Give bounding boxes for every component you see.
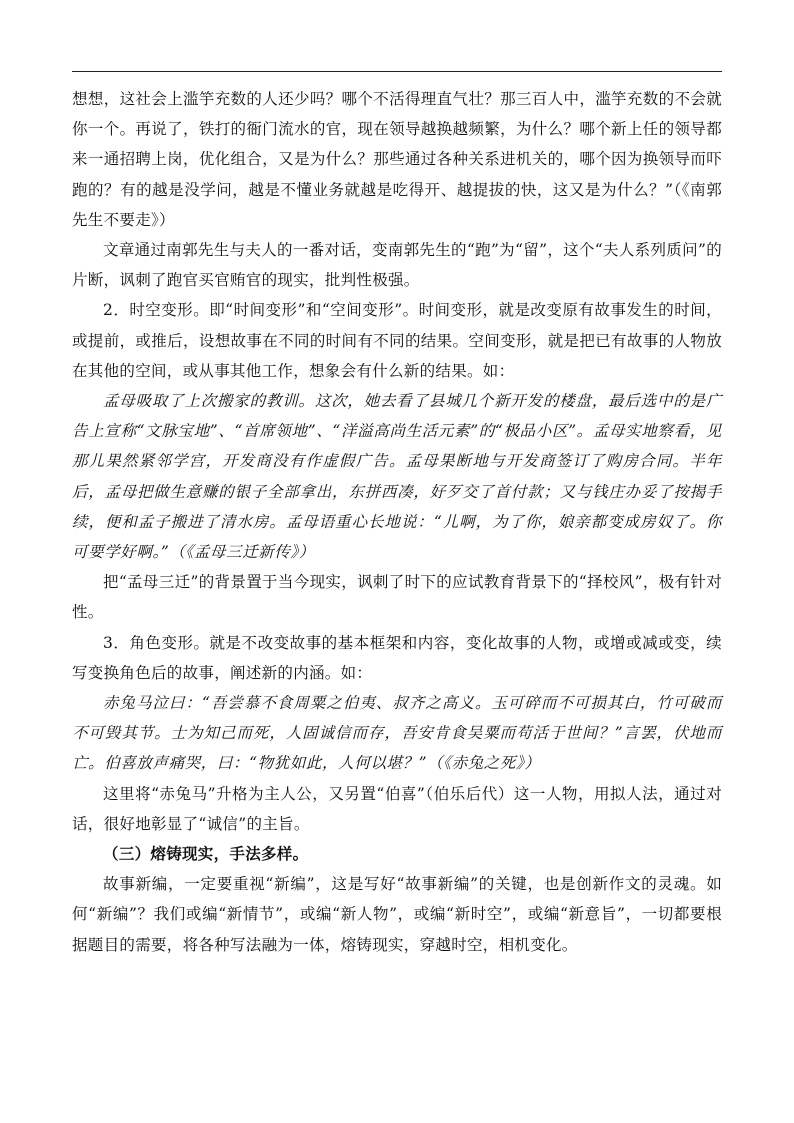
section-heading-3: （三）熔铸现实，手法多样。 — [103, 844, 309, 864]
paragraph-chitu-excerpt: 赤兔马泣曰：“吾尝慕不食周粟之伯夷、叔齐之高义。玉可碎而不可损其白，竹可破而不可毁其节。士为知己而死，人固诚信而存，吾安肯食吴粟而苟活于世间？”言罢，伏地而亡。伯喜放声痛哭，曰：“物犹如此，人何以堪？”（《赤兔之死》） — [72, 694, 722, 773]
paragraph-nanguo-analysis: 文章通过南郭先生与夫人的一番对话，变南郭先生的“跑”为“留”，这个“夫人系列质问”的片断，讽刺了跑官买官贿官的现实，批判性极强。 — [72, 241, 722, 290]
paragraph-role-deformation: 3．角色变形。就是不改变故事的基本框架和内容，变化故事的人物，或增或减或变，续写变换角色后的故事，阐述新的内涵。如： — [72, 633, 722, 682]
document-body — [72, 84, 722, 960]
header-rule — [72, 71, 722, 72]
paragraph-nanguo-quote-end: 想想，这社会上滥竽充数的人还少吗？哪个不活得理直气壮？那三百人中，滥竽充数的不会就你一个。再说了，铁打的衙门流水的官，现在领导越换越频繁，为什么？哪个新上任的领导都来一通招聘上岗，优化组合，又是为什么？那些通过各种关系进机关的，哪个因为换领导而吓跑的？有的越是没学问，越是不懂业务就越是吃得开、越提拔的快，这又是为什么？”（《南郭先生不要走》） — [72, 90, 722, 229]
paragraph-new-story-writing: 故事新编，一定要重视“新编”，这是写好“故事新编”的关键，也是创新作文的灵魂。如何“新编”？我们或编“新情节”，或编“新人物”，或编“新时空”，或编“新意旨”，一切都要根据题目的需要，将各种写法融为一体，熔铸现实，穿越时空，相机变化。 — [72, 875, 722, 954]
paragraph-chitu-analysis: 这里将“赤兔马”升格为主人公，又另置“伯喜”（伯乐后代）这一人物，用拟人法，通过对话，很好地彰显了“诚信”的主旨。 — [72, 784, 722, 833]
paragraph-time-space-deformation: 2．时空变形。即“时间变形”和“空间变形”。时间变形，就是改变原有故事发生的时间，或提前，或推后，设想故事在不同的时间有不同的结果。空间变形，就是把已有故事的人物放在其他的空间，或从事其他工作，想象会有什么新的结果。如： — [72, 301, 722, 380]
paragraph-mengmu-analysis: 把“孟母三迁”的背景置于当今现实，讽刺了时下的应试教育背景下的“择校风”，极有针对性。 — [72, 573, 722, 622]
paragraph-mengmu-excerpt: 孟母吸取了上次搬家的教训。这次，她去看了县城几个新开发的楼盘，最后选中的是广告上宣称“文脉宝地”、“首席领地”、“洋溢高尚生活元素”的“极品小区”。孟母实地察看，见那儿果然紧邻学宫，开发商没有作虚假广告。孟母果断地与开发商签订了购房合同。半年后，孟母把做生意赚的银子全部拿出，东拼西凑，好歹交了首付款；又与钱庄办妥了按揭手续，便和孟子搬进了清水房。孟母语重心长地说：“儿啊，为了你，娘亲都变成房奴了。你可要学好啊。”（《孟母三迁新传》） — [72, 392, 722, 562]
